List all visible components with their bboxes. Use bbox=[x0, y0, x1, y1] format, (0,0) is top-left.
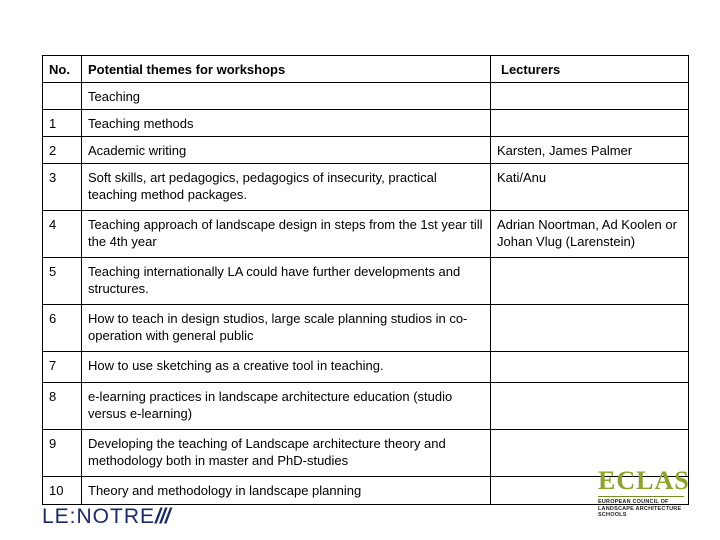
row-lecturers: Adrian Noortman, Ad Koolen or Johan Vlug (Larenstein) bbox=[491, 211, 689, 258]
row-theme: Teaching methods bbox=[82, 110, 491, 137]
row-no: 9 bbox=[43, 430, 82, 477]
table-row bbox=[43, 110, 689, 137]
row-no: 3 bbox=[43, 164, 82, 211]
eclas-logo-subtitle-2: LANDSCAPE ARCHITECTURE bbox=[598, 505, 682, 512]
row-lecturers bbox=[491, 110, 689, 137]
eclas-logo-subtitle-3: SCHOOLS bbox=[598, 512, 627, 518]
table-row bbox=[43, 137, 689, 164]
section-row-teaching bbox=[43, 83, 689, 110]
table-row bbox=[43, 383, 689, 430]
table-header-row bbox=[43, 56, 689, 83]
lenotre-logo bbox=[42, 505, 170, 527]
section-no-cell bbox=[43, 83, 82, 110]
table-row bbox=[43, 258, 689, 305]
row-theme: How to teach in design studios, large scale planning studios in co-operation with general public bbox=[82, 305, 491, 352]
row-lecturers: Karsten, James Palmer bbox=[491, 137, 689, 164]
row-theme: e-learning practices in landscape architecture education (studio versus e-learning) bbox=[82, 383, 491, 430]
row-no: 6 bbox=[43, 305, 82, 352]
row-no: 1 bbox=[43, 110, 82, 137]
header-no: No. bbox=[43, 56, 82, 83]
eclas-logo bbox=[598, 468, 690, 526]
row-theme: Academic writing bbox=[82, 137, 491, 164]
workshop-themes-table bbox=[42, 55, 689, 505]
row-lecturers: Kati/Anu bbox=[491, 164, 689, 211]
row-theme: How to use sketching as a creative tool in teaching. bbox=[82, 352, 491, 383]
header-lecturers: Lecturers bbox=[491, 56, 689, 83]
row-no: 4 bbox=[43, 211, 82, 258]
row-theme: Teaching internationally LA could have further developments and structures. bbox=[82, 258, 491, 305]
eclas-logo-mark: ECLAS bbox=[598, 466, 690, 495]
row-theme: Teaching approach of landscape design in steps from the 1st year till the 4th year bbox=[82, 211, 491, 258]
row-no: 8 bbox=[43, 383, 82, 430]
table-row bbox=[43, 305, 689, 352]
section-label: Teaching bbox=[82, 83, 491, 110]
row-theme: Developing the teaching of Landscape architecture theory and methodology both in master and PhD-studies bbox=[82, 430, 491, 477]
row-lecturers bbox=[491, 305, 689, 352]
table-row bbox=[43, 477, 689, 505]
row-no: 2 bbox=[43, 137, 82, 164]
row-lecturers bbox=[491, 352, 689, 383]
table-row bbox=[43, 430, 689, 477]
lenotre-logo-text: LE:NOTRE bbox=[42, 505, 156, 528]
row-no: 5 bbox=[43, 258, 82, 305]
row-lecturers bbox=[491, 258, 689, 305]
row-theme: Theory and methodology in landscape planning bbox=[82, 477, 491, 505]
row-theme: Soft skills, art pedagogics, pedagogics of insecurity, practical teaching method packages. bbox=[82, 164, 491, 211]
eclas-logo-divider bbox=[598, 496, 684, 497]
table-row bbox=[43, 164, 689, 211]
header-themes: Potential themes for workshops bbox=[82, 56, 491, 83]
row-no: 10 bbox=[43, 477, 82, 505]
row-lecturers bbox=[491, 383, 689, 430]
row-no: 7 bbox=[43, 352, 82, 383]
table-row bbox=[43, 211, 689, 258]
eclas-logo-subtitle-1: EUROPEAN COUNCIL OF bbox=[598, 499, 669, 505]
section-lecturers-cell bbox=[491, 83, 689, 110]
table-row bbox=[43, 352, 689, 383]
lenotre-logo-slashes: /// bbox=[155, 505, 170, 528]
